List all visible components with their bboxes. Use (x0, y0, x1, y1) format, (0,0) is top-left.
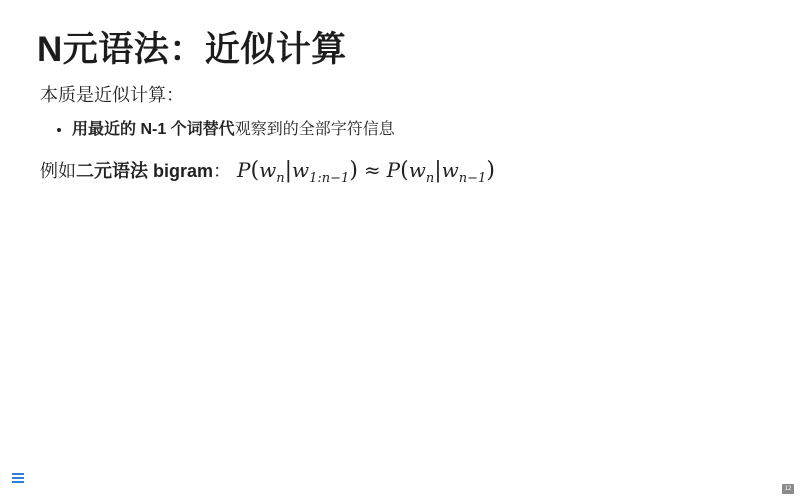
example-line (40, 156, 495, 185)
bigram-formula: $P(w_n|w_{1:n-1}) \approx P(w_n|w_{n-1})$ (237, 158, 495, 186)
formula-rhs-cond: w (441, 158, 459, 182)
formula-approx-symbol: ≈ (363, 158, 381, 182)
example-prefix: 例如 (40, 161, 76, 181)
example-colon: ： (213, 161, 232, 181)
bullet-bold-text: 用最近的 N-1 个词替代 (72, 121, 235, 138)
formula-rhs-cond-sub: n−1 (458, 171, 487, 186)
example-bold-term: 二元语法 bigram (76, 161, 214, 181)
page-number-badge: 12 (782, 484, 794, 494)
formula-lhs-cond-sub: 1:n−1 (309, 171, 350, 186)
formula-lhs-cond: w (292, 158, 310, 182)
formula-rhs-func: P (386, 158, 401, 182)
formula-rhs-var: w (408, 158, 426, 182)
bullet-list (56, 118, 395, 142)
bullet-rest-text: 观察到的全部字符信息 (234, 121, 395, 138)
formula-lhs-var-sub: n (276, 171, 285, 186)
bullet-item (72, 118, 395, 142)
formula-lhs-var: w (259, 158, 277, 182)
slide-title: N元语法：近似计算 (37, 30, 347, 69)
formula-lhs-func: P (237, 158, 251, 182)
formula-rhs-var-sub: n (425, 171, 435, 186)
hamburger-menu-icon[interactable] (12, 473, 24, 484)
intro-text: 本质是近似计算： (40, 85, 184, 105)
